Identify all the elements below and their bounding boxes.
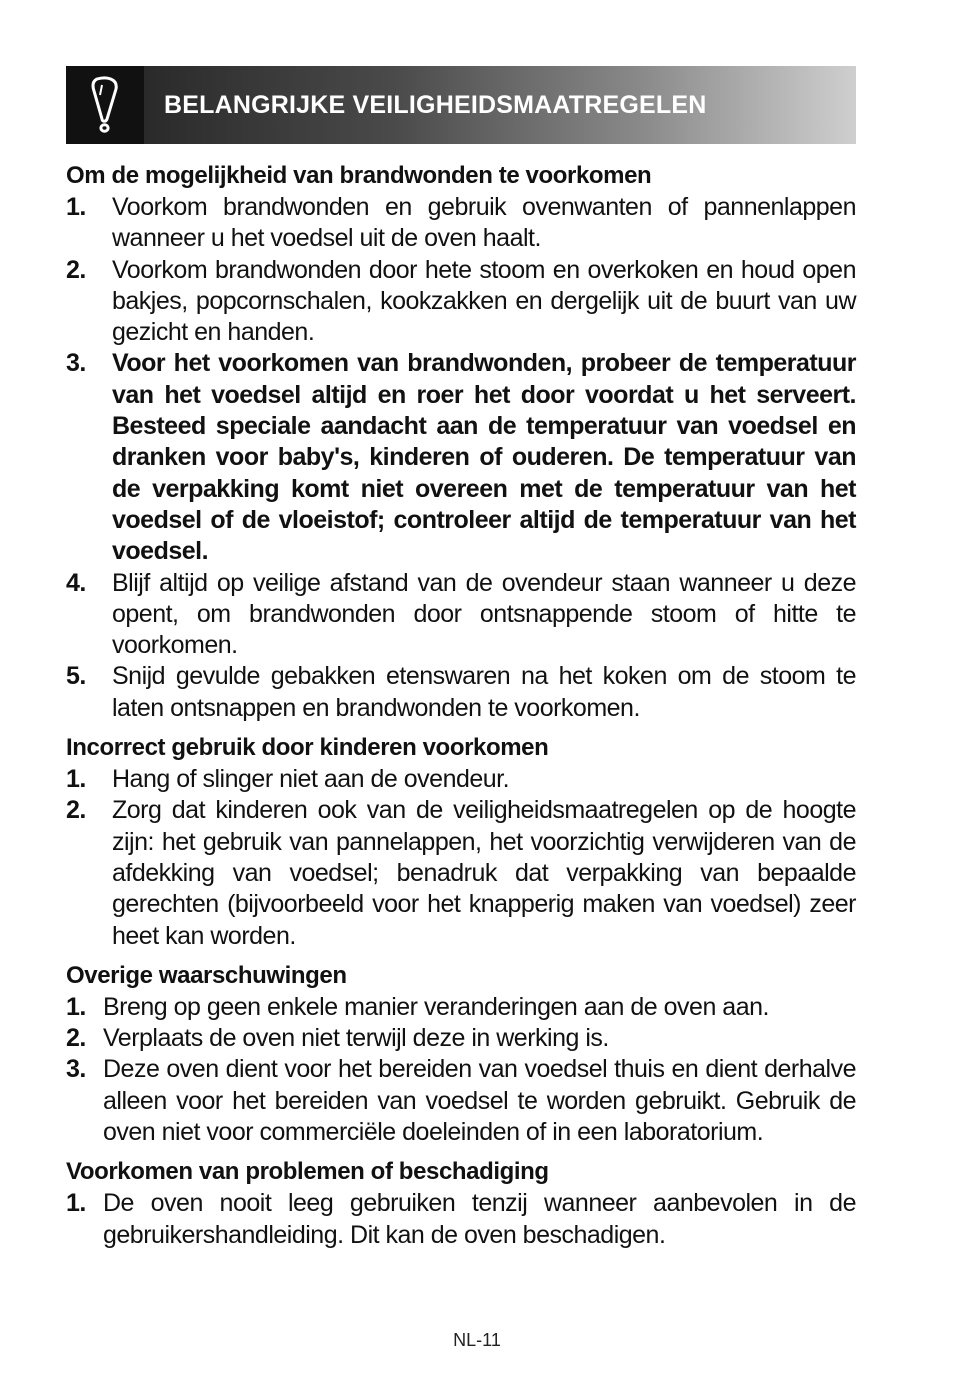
numbered-list [66, 992, 856, 1148]
item-text: Hang of slinger niet aan de ovendeur. [112, 765, 510, 794]
item-number: 1. [66, 765, 86, 794]
list-item [66, 661, 856, 724]
page-number: NL-11 [453, 1330, 501, 1350]
section-burns [66, 160, 856, 724]
list-item [66, 1023, 856, 1054]
item-text: Deze oven dient voor het bereiden van voedsel thuis en dient derhalve alleen voor het bereiden van voedsel te worden gebruikt. Gebruik de oven niet voor commerciële doeleinden of in een laboratorium. [103, 1055, 856, 1147]
item-number: 1. [66, 992, 86, 1021]
item-text: De oven nooit leeg gebruiken tenzij wanneer aanbevolen in de gebruikershandleiding. Dit kan de oven beschadigen. [103, 1189, 856, 1249]
list-item [66, 192, 856, 255]
item-number: 2. [66, 255, 86, 284]
section-damage [66, 1156, 856, 1251]
item-number: 1. [66, 193, 86, 221]
section-banner [66, 66, 856, 144]
list-item [66, 795, 856, 951]
numbered-list [66, 1188, 856, 1251]
list-item [66, 992, 856, 1023]
section-title: Incorrect gebruik door kinderen voorkomen [66, 734, 549, 762]
item-text: Zorg dat kinderen ook van de veiligheidsmaatregelen op de hoogte zijn: het gebruik van pannelappen, het voorzichtig verwijderen van de afdekking van voedsel; benadruk dat verpakking van bepaalde gerechten (bijvoorbeeld voor het knapperig maken van voedsel) zeer heet kan worden. [112, 796, 856, 950]
item-text: Blijf altijd op veilige afstand van de ovendeur staan wanneer u deze opent, om brandwonden door ontsnappende stoom of hitte te voorkomen. [112, 568, 856, 660]
section-other-warnings [66, 960, 856, 1148]
item-text: Voorkom brandwonden en gebruik ovenwanten of pannenlappen wanneer u het voedsel uit de oven haalt. [112, 193, 856, 253]
list-item [66, 568, 856, 662]
numbered-list [66, 192, 856, 724]
numbered-list [66, 764, 856, 952]
item-text: Voorkom brandwonden door hete stoom en overkoken en houd open bakjes, popcornschalen, kookzakken en dergelijk uit de buurt van uw gezicht en handen. [112, 255, 856, 347]
item-text: Breng op geen enkele manier veranderingen aan de oven aan. [103, 992, 769, 1021]
banner-icon-box [66, 66, 144, 144]
section-title: Overige waarschuwingen [66, 961, 347, 989]
list-item [66, 255, 856, 349]
list-item [66, 764, 856, 795]
item-number: 2. [66, 1024, 86, 1053]
exclamation-icon [85, 75, 125, 135]
section-title: Voorkomen van problemen of beschadiging [66, 1158, 549, 1186]
item-number: 3. [66, 1055, 86, 1084]
item-number: 2. [66, 796, 86, 825]
list-item [66, 348, 856, 567]
section-title: Om de mogelijkheid van brandwonden te voorkomen [66, 162, 652, 189]
list-item [66, 1188, 856, 1251]
item-number: 4. [66, 568, 86, 597]
banner-title-box [144, 66, 856, 144]
section-children [66, 732, 856, 952]
item-number: 5. [66, 662, 86, 691]
item-number: 1. [66, 1189, 86, 1218]
item-number: 3. [66, 349, 86, 378]
document-body [66, 160, 856, 1259]
item-text: Voor het voorkomen van brandwonden, probeer de temperatuur van het voedsel altijd en roer het door voordat u het serveert. Besteed speciale aandacht aan de temperatuur van voedsel en dranken voor baby's, kinderen of ouderen. De temperatuur van de verpakking komt niet overeen met de temperatuur van het voedsel of de vloeistof; controleer altijd de temperatuur van het voedsel. [112, 349, 856, 566]
list-item [66, 1054, 856, 1148]
page-title: BELANGRIJKE VEILIGHEIDSMAATREGELEN [164, 90, 707, 119]
item-text: Snijd gevulde gebakken etenswaren na het koken om de stoom te laten ontsnappen en brandwonden te voorkomen. [112, 662, 856, 722]
item-text: Verplaats de oven niet terwijl deze in werking is. [103, 1024, 609, 1053]
